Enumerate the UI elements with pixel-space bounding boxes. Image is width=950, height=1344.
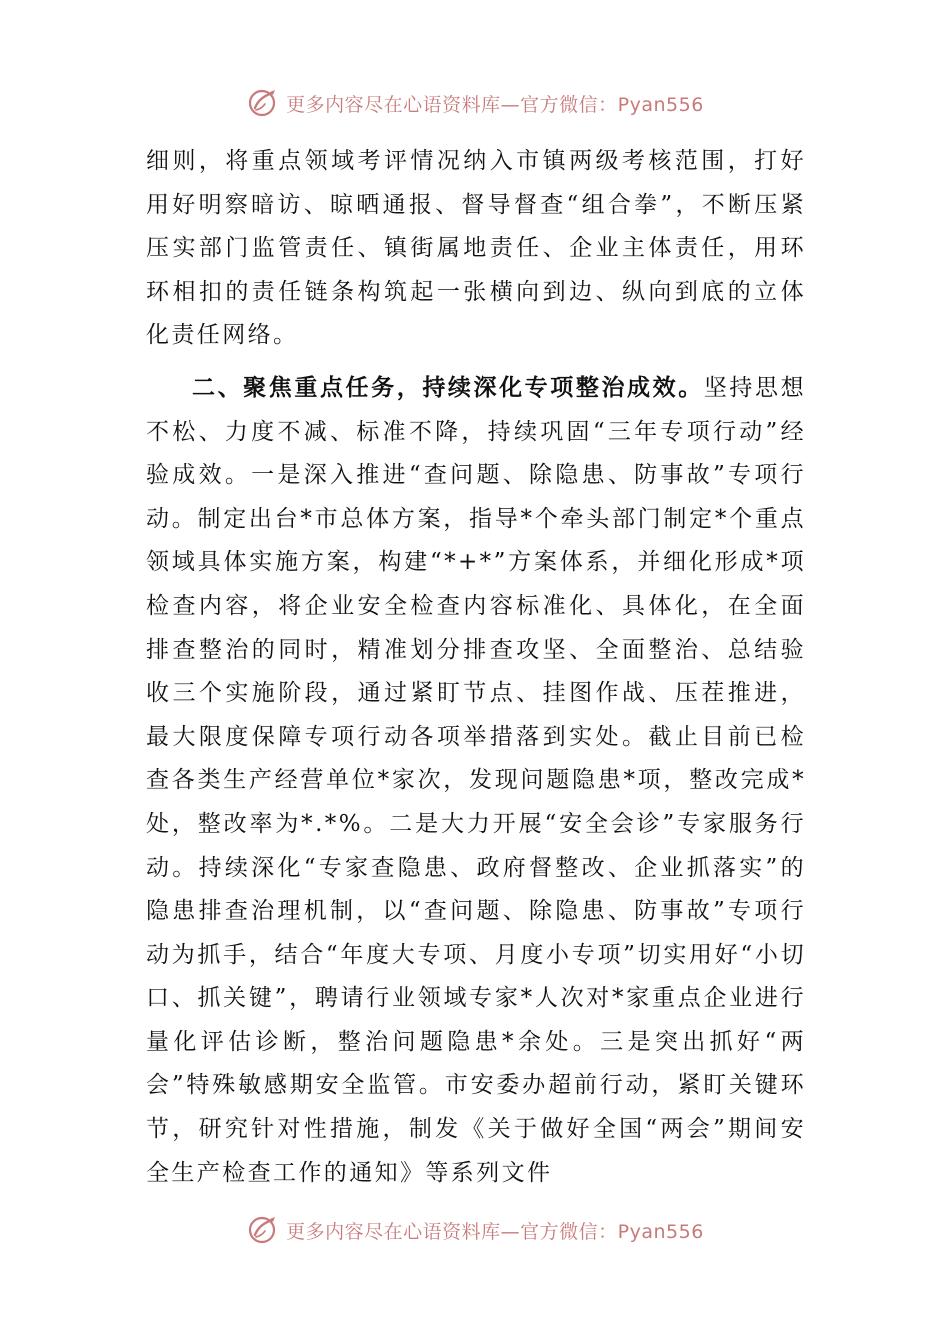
footer-watermark-banner bbox=[0, 1210, 950, 1250]
paragraph-1 bbox=[146, 140, 806, 358]
watermark-text: 更多内容尽在心语资料库—官方微信：Pyan556 bbox=[286, 1220, 704, 1243]
section-heading: 二、聚焦重点任务，持续深化专项整治成效。 bbox=[192, 373, 704, 401]
paragraph-1-text: 细则，将重点领域考评情况纳入市镇两级考核范围，打好用好明察暗访、晾晒通报、督导督查“组合拳”，不断压紧压实部门监管责任、镇街属地责任、企业主体责任，用环环相扣的责任链条构筑起一张横向到边、纵向到底的立体化责任网络。 bbox=[146, 148, 806, 349]
paragraph-2 bbox=[146, 366, 806, 1195]
pen-swirl-logo-icon bbox=[246, 86, 280, 120]
watermark-text: 更多内容尽在心语资料库—官方微信：Pyan556 bbox=[286, 93, 704, 116]
header-watermark-banner bbox=[0, 83, 950, 123]
pen-swirl-logo-icon bbox=[246, 1213, 280, 1247]
document-body bbox=[146, 140, 806, 1195]
paragraph-2-text: 坚持思想不松、力度不减、标准不降，持续巩固“三年专项行动”经验成效。一是深入推进“查问题、除隐患、防事故”专项行动。制定出台*市总体方案，指导*个牵头部门制定*个重点领域具体实施方案，构建“*+*”方案体系，并细化形成*项检查内容，将企业安全检查内容标准化、具体化，在全面排查整治的同时，精准划分排查攻坚、全面整治、总结验收三个实施阶段，通过紧盯节点、挂图作战、压茬推进，最大限度保障专项行动各项举措落到实处。截止目前已检查各类生产经营单位*家次，发现问题隐患*项，整改完成*处，整改率为*.*%。二是大力开展“安全会诊”专家服务行动。持续深化“专家查隐患、政府督整改、企业抓落实”的隐患排查治理机制，以“查问题、除隐患、防事故”专项行动为抓手，结合“年度大专项、月度小专项”切实用好“小切口、抓关键”，聘请行业领域专家*人次对*家重点企业进行量化评估诊断，整治问题隐患*余处。三是突出抓好“两会”特殊敏感期安全监管。市安委办超前行动，紧盯关键环节，研究针对性措施，制发《关于做好全国“两会”期间安全生产检查工作的通知》等系列文件 bbox=[146, 374, 807, 1186]
